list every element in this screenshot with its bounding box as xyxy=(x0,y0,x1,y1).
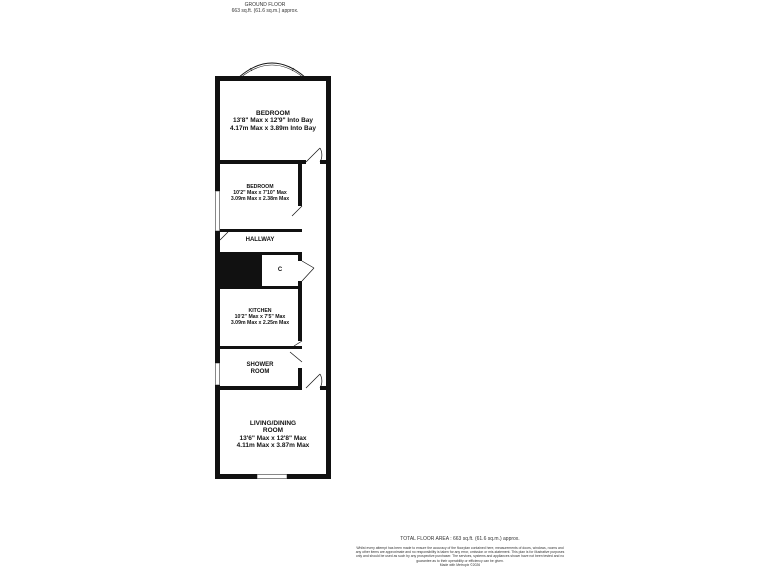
plan-footer xyxy=(355,536,565,567)
room-bedroom-2 xyxy=(222,185,298,203)
room-dims-metric: 3.09m Max x 2.38m Max xyxy=(230,195,290,202)
room-dims-imperial: 10'2" Max x 7'5" Max xyxy=(234,313,286,320)
room-living-dining xyxy=(222,420,324,450)
floor-name: GROUND FLOOR xyxy=(244,2,286,8)
room-dims-imperial: 13'8" Max x 12'9" Into Bay xyxy=(232,117,314,125)
room-dims-metric: 4.11m Max x 3.87m Max xyxy=(236,442,310,450)
room-bedroom-1 xyxy=(222,110,324,132)
room-kitchen xyxy=(222,309,298,327)
room-name: SHOWER xyxy=(246,362,274,368)
room-dims-metric: 3.09m Max x 2.25m Max xyxy=(230,319,290,326)
room-shower xyxy=(222,362,298,376)
room-hallway xyxy=(222,237,298,244)
floor-area: 663 sq.ft. (61.6 sq.m.) approx. xyxy=(231,8,299,14)
room-name: LIVING/DINING xyxy=(249,420,297,427)
room-dims-metric: 4.17m Max x 3.89m Into Bay xyxy=(230,124,316,132)
total-floor-area: TOTAL FLOOR AREA : 663 sq.ft. (61.6 sq.m.) approx. xyxy=(400,536,520,542)
room-name: HALLWAY xyxy=(245,237,275,243)
room-name: KITCHEN xyxy=(248,308,272,314)
room-cupboard xyxy=(262,267,298,274)
room-name-2: ROOM xyxy=(262,427,284,435)
room-name: C xyxy=(277,267,283,273)
made-with-credit: Made with Metropix ©2026 xyxy=(439,562,481,567)
room-name-2: ROOM xyxy=(250,368,270,375)
room-name: BEDROOM xyxy=(256,110,290,117)
room-dims-imperial: 10'2" Max x 7'10" Max xyxy=(233,189,287,196)
room-name: BEDROOM xyxy=(246,184,274,190)
room-dims-imperial: 13'6" Max x 12'8" Max xyxy=(239,434,307,442)
disclaimer-text: Whilst every attempt has been made to ensure the accuracy of the floorplan contained here, measurements of doors, windows, rooms and any other items are approximate and no responsibility is taken for any error, omission or mis-statement. This plan is for illustrative purposes only and should be used as such by any prospective purchaser. The services, systems and appliances shown have not been tested and no guarantee as to their operability or efficiency can be given. xyxy=(355,546,565,563)
